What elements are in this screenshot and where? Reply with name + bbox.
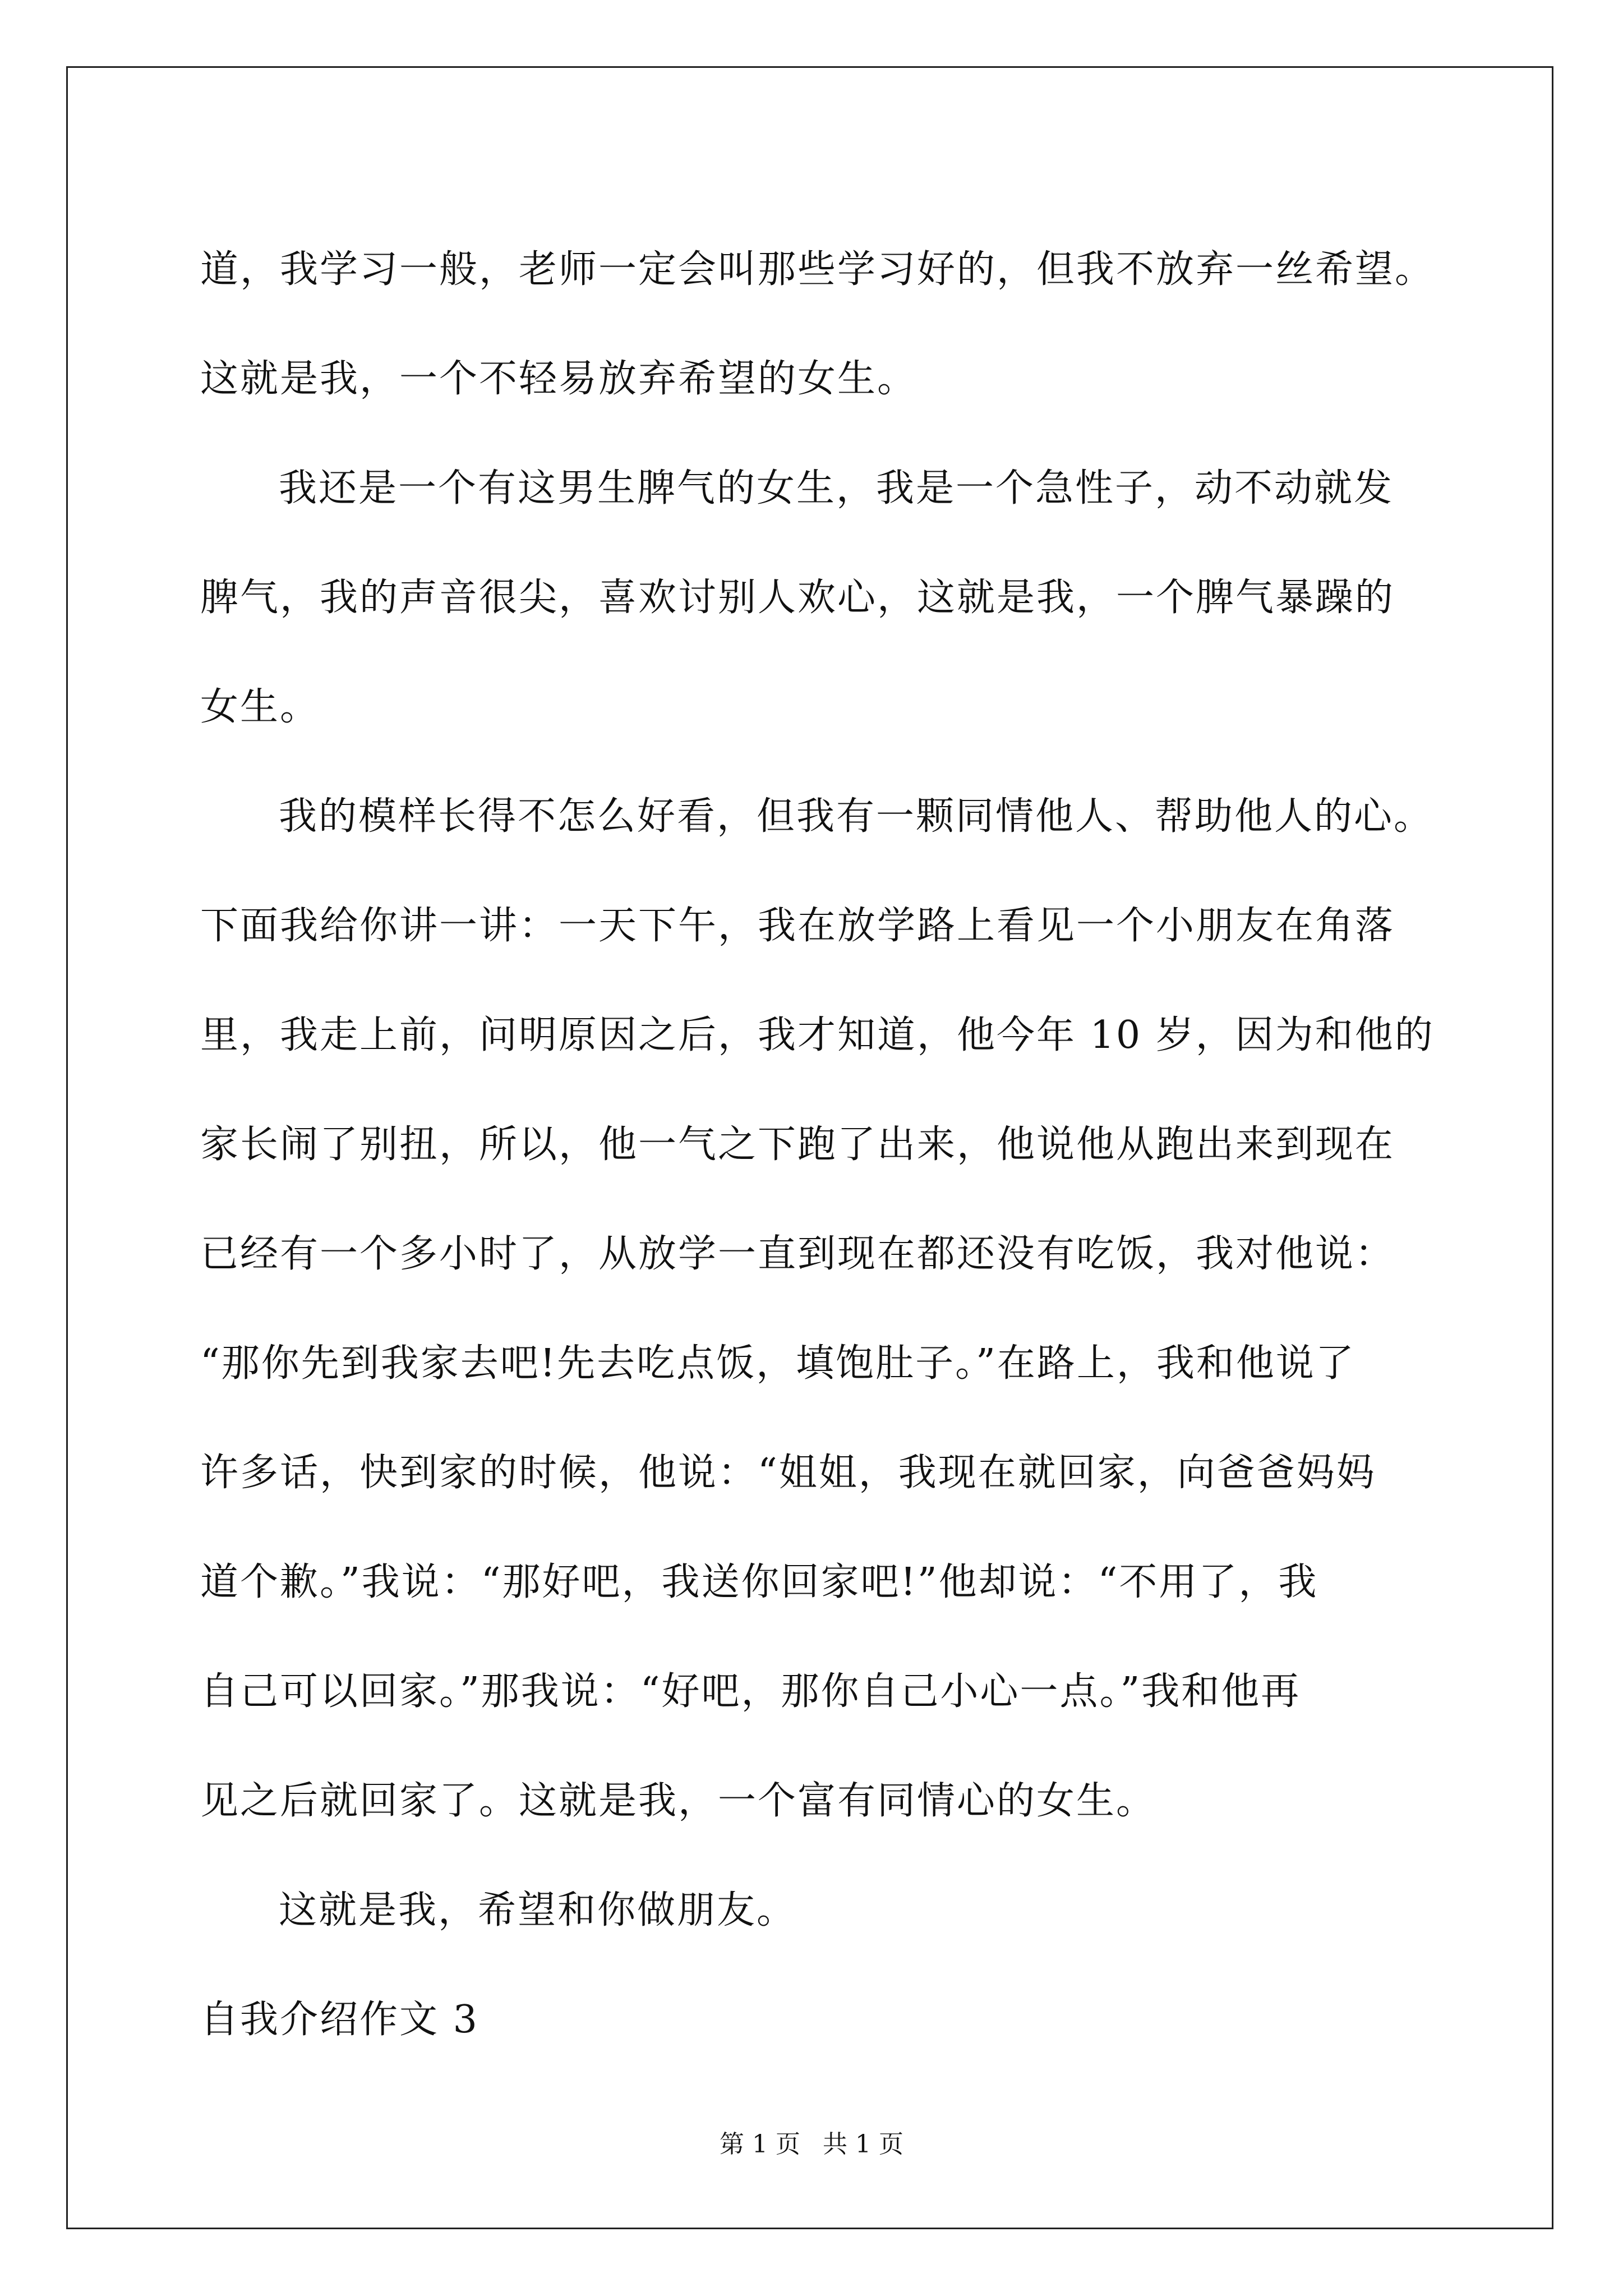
text-line: 自己可以回家。”那我说：“好吧，那你自己小心一点。”我和他再 xyxy=(200,1669,1301,1714)
page-number: 第 1 页 xyxy=(720,2130,800,2159)
text-line: 下面我给你讲一讲：一天下午，我在放学路上看见一个小朋友在角落 xyxy=(200,904,1395,948)
text-line: 家长闹了别扭，所以，他一气之下跑了出来，他说他从跑出来到现在 xyxy=(200,1122,1395,1167)
text-line: 女生。 xyxy=(200,685,320,729)
text-line: 这就是我，一个不轻易放弃希望的女生。 xyxy=(200,357,917,401)
total-pages: 共 1 页 xyxy=(823,2130,903,2159)
paragraph-start-line: 我还是一个有这男生脾气的女生，我是一个急性子，动不动就发 xyxy=(279,466,1394,510)
section-heading: 自我介绍作文 3 xyxy=(200,1998,479,2042)
document-body xyxy=(200,215,1434,2074)
text-line: 里，我走上前，问明原因之后，我才知道，他今年 10 岁，因为和他的 xyxy=(200,1013,1435,1057)
text-line: 道个歉。”我说：“那好吧，我送你回家吧!”他却说：“不用了，我 xyxy=(200,1560,1318,1604)
text-line: 脾气，我的声音很尖，喜欢讨别人欢心，这就是我，一个脾气暴躁的 xyxy=(200,576,1395,620)
text-line: 许多话，快到家的时候，他说：“姐姐，我现在就回家，向爸爸妈妈 xyxy=(200,1451,1376,1495)
text-line: 已经有一个多小时了，从放学一直到现在都还没有吃饭，我对他说： xyxy=(200,1232,1395,1276)
text-line: “那你先到我家去吧!先去吃点饭，填饱肚子。”在路上，我和他说了 xyxy=(200,1341,1355,1386)
text-line: 道，我学习一般，老师一定会叫那些学习好的，但我不放弃一丝希望。 xyxy=(200,247,1435,292)
paragraph-start-line: 这就是我，希望和你做朋友。 xyxy=(279,1888,797,1932)
text-line: 见之后就回家了。这就是我，一个富有同情心的女生。 xyxy=(200,1779,1156,1823)
page-footer xyxy=(0,2128,1623,2161)
paragraph-start-line: 我的模样长得不怎么好看，但我有一颗同情他人、帮助他人的心。 xyxy=(279,794,1434,839)
